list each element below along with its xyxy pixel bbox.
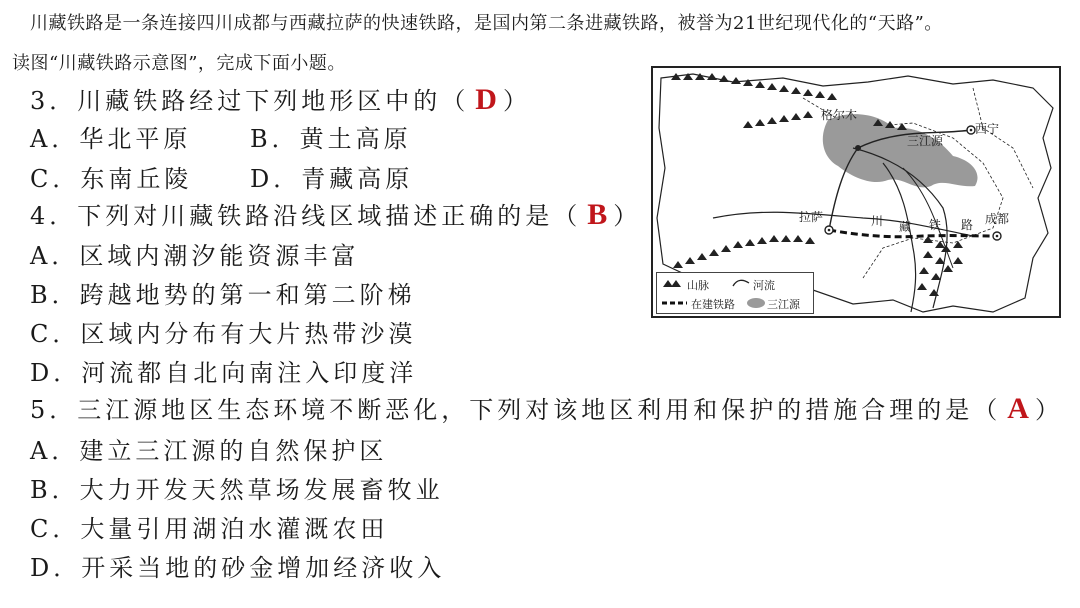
intro-line-1: 川藏铁路是一条连接四川成都与西藏拉萨的快速铁路，是国内第二条进藏铁路，被誉为21世纪现代化的“天路”。 [30,13,943,34]
legend-source: 三江源 [767,298,800,311]
river-symbol-icon [733,280,749,286]
question-5-option-c: C．大量引用湖泊水灌溉农田 [30,515,389,543]
chengdu-marker-dot [996,235,999,238]
question-4-close: ） [613,202,642,230]
lasa-label: 拉萨 [799,210,824,224]
question-3-stem [30,85,531,116]
railway-map [651,66,1061,318]
question-4-option-d: D．河流都自北向南注入印度洋 [30,359,418,387]
question-4-text: 4．下列对川藏铁路沿线区域描述正确的是（ [30,202,582,230]
mountain-range-north [671,73,837,100]
mountain-range-middle [743,111,813,128]
lasa-marker-dot [828,229,831,232]
sanjiangyuan-area [823,114,978,187]
question-3-option-a: A．华北平原 [30,125,192,153]
question-5-close: ） [1034,396,1063,424]
xining-label: 西宁 [975,122,1000,136]
legend-railway: 在建铁路 [691,298,735,311]
question-4-stem [30,200,641,231]
question-5-text: 5．三江源地区生态环境不断恶化，下列对该地区利用和保护的措施合理的是（ [30,396,1002,424]
question-3-close: ） [502,87,531,115]
question-3-text: 3．川藏铁路经过下列地形区中的（ [30,87,470,115]
railway-label-zang: 藏 [899,220,912,234]
question-4-option-c: C．区域内分布有大片热带沙漠 [30,320,417,348]
sanjiangyuan-label: 三江源 [907,134,944,148]
question-3-option-d: D．青藏高原 [250,165,414,193]
question-4-option-b: B．跨越地势的第一和第二阶梯 [30,281,416,309]
geermu-marker [855,145,861,151]
question-3-option-c: C．东南丘陵 [30,165,193,193]
railway-label-chuan: 川 [871,214,884,228]
legend-river: 河流 [753,279,775,292]
question-5-option-d: D．开采当地的砂金增加经济收入 [30,554,446,582]
question-4-answer: B [587,198,608,231]
province-boundary [973,88,1033,188]
chengdu-label: 成都 [985,212,1010,226]
xining-marker-dot [970,129,973,132]
railway-label-tie: 铁 [929,218,942,232]
mountain-symbol-icon [663,280,681,287]
question-3-option-b: B．黄土高原 [250,125,412,153]
geermu-label: 格尔木 [821,108,858,122]
question-5-stem [30,394,1063,425]
question-3-answer: D [475,83,497,116]
mountain-range-south [673,235,815,268]
question-5-option-b: B．大力开发天然草场发展畜牧业 [30,476,444,504]
question-5-answer: A [1007,392,1029,425]
legend-mountain: 山脉 [687,279,709,292]
question-4-option-a: A．区域内潮汐能资源丰富 [30,242,360,270]
mountain-range-hengduan [917,236,963,296]
railway-label-lu: 路 [961,218,974,232]
map-legend [656,272,814,314]
intro-line-2: 读图“川藏铁路示意图”，完成下面小题。 [12,53,346,74]
question-5-option-a: A．建立三江源的自然保护区 [30,437,388,465]
source-symbol-icon [747,298,765,308]
